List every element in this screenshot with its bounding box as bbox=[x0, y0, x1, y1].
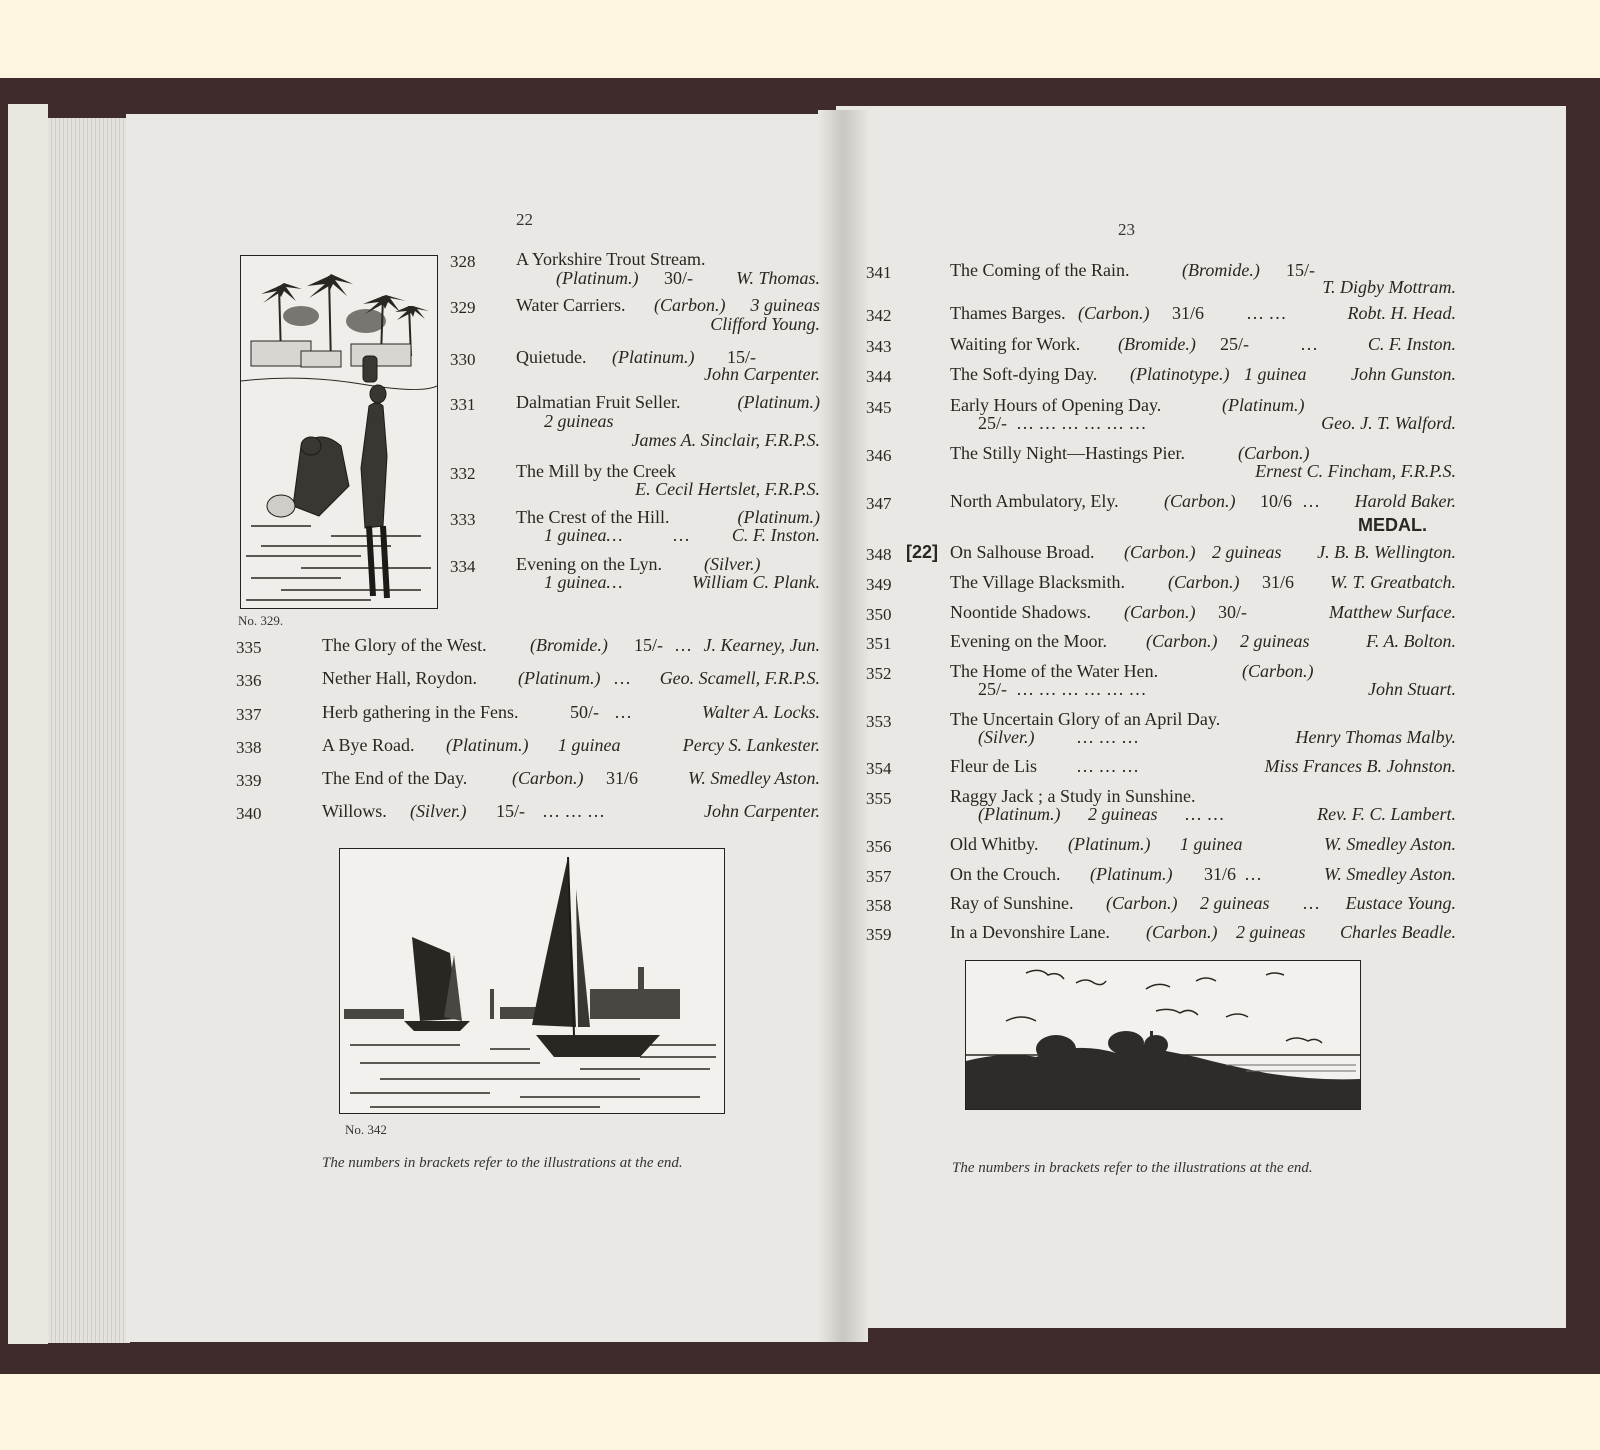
page-stack-edge bbox=[48, 118, 130, 1343]
list-item: 352 The Home of the Water Hen. (Carbon.) 25/- … … … … … … John Stuart. bbox=[866, 661, 1456, 699]
list-item: 350 Noontide Shadows. (Carbon.) 30/- Matthew Surface. bbox=[866, 602, 1456, 624]
illustration-water-carriers bbox=[240, 255, 438, 609]
illustration-ref-badge: [22] bbox=[906, 542, 939, 562]
illustration-landscape bbox=[965, 960, 1361, 1110]
list-item: 337 Herb gathering in the Fens. 50/- … Walter A. Locks. bbox=[236, 702, 820, 724]
list-item: 347 North Ambulatory, Ely. (Carbon.) 10/6 … Harold Baker. bbox=[866, 491, 1456, 513]
right-page-footnote: The numbers in brackets refer to the illustrations at the end. bbox=[952, 1160, 1313, 1176]
list-item: 333 The Crest of the Hill. (Platinum.) 1 guinea… … C. F. Inston. bbox=[450, 507, 820, 545]
list-item: 345 Early Hours of Opening Day. (Platinum.) 25/- … … … … … … Geo. J. T. Walford. bbox=[866, 395, 1456, 433]
list-item: 344 The Soft-dying Day. (Platinotype.) 1 guinea John Gunston. bbox=[866, 364, 1456, 386]
list-item: 334 Evening on the Lyn. (Silver.) 1 guinea… William C. Plank. bbox=[450, 554, 820, 592]
list-item: 349 The Village Blacksmith. (Carbon.) 31/6 W. T. Greatbatch. bbox=[866, 572, 1456, 594]
list-item: 353 The Uncertain Glory of an April Day. (Silver.) … … … Henry Thomas Malby. bbox=[866, 709, 1456, 747]
book-gutter bbox=[818, 110, 868, 1342]
list-item: 354 Fleur de Lis … … … Miss Frances B. Johnston. bbox=[866, 756, 1456, 778]
list-item: 358 Ray of Sunshine. (Carbon.) 2 guineas … Eustace Young. bbox=[866, 893, 1456, 915]
list-item: 346 The Stilly Night—Hastings Pier. (Carbon.) Ernest C. Fincham, F.R.P.S. bbox=[866, 443, 1456, 481]
medal-label: MEDAL. bbox=[1358, 515, 1427, 535]
figure-label-329: No. 329. bbox=[238, 613, 284, 628]
list-item: 332 The Mill by the Creek E. Cecil Hertslet, F.R.P.S. bbox=[450, 461, 820, 499]
list-item: 342 Thames Barges. (Carbon.) 31/6 … … Robt. H. Head. bbox=[866, 303, 1456, 325]
right-page-number: 23 bbox=[1118, 220, 1135, 239]
left-page-footnote: The numbers in brackets refer to the illustrations at the end. bbox=[322, 1155, 683, 1171]
list-item: 339 The End of the Day. (Carbon.) 31/6 W. Smedley Aston. bbox=[236, 768, 820, 790]
illustration-thames-barges bbox=[339, 848, 725, 1114]
figure-label-342: No. 342 bbox=[345, 1122, 387, 1137]
list-item: 331 Dalmatian Fruit Seller. (Platinum.) 2 guineas James A. Sinclair, F.R.P.S. bbox=[450, 392, 820, 450]
list-item: 357 On the Crouch. (Platinum.) 31/6 … W. Smedley Aston. bbox=[866, 864, 1456, 886]
list-item: 348 [22] On Salhouse Broad. (Carbon.) 2 guineas J. B. B. Wellington. bbox=[866, 542, 1456, 564]
list-item: 351 Evening on the Moor. (Carbon.) 2 guineas F. A. Bolton. bbox=[866, 631, 1456, 653]
list-item: 338 A Bye Road. (Platinum.) 1 guinea Percy S. Lankester. bbox=[236, 735, 820, 757]
inside-cover-flap bbox=[8, 104, 48, 1344]
list-item: 359 In a Devonshire Lane. (Carbon.) 2 guineas Charles Beadle. bbox=[866, 922, 1456, 944]
list-item: 335 The Glory of the West. (Bromide.) 15/- … J. Kearney, Jun. bbox=[236, 635, 820, 657]
list-item: 341 The Coming of the Rain. (Bromide.) 15/- T. Digby Mottram. bbox=[866, 260, 1456, 297]
list-item: 356 Old Whitby. (Platinum.) 1 guinea W. Smedley Aston. bbox=[866, 834, 1456, 856]
list-item: 343 Waiting for Work. (Bromide.) 25/- … C. F. Inston. bbox=[866, 334, 1456, 356]
list-item: 355 Raggy Jack ; a Study in Sunshine. (Platinum.) 2 guineas … … Rev. F. C. Lambert. bbox=[866, 786, 1456, 824]
list-item: 329 Water Carriers. (Carbon.) 3 guineas Clifford Young. bbox=[450, 295, 820, 334]
list-item: 336 Nether Hall, Roydon. (Platinum.) … Geo. Scamell, F.R.P.S. bbox=[236, 668, 820, 690]
list-item: 328 A Yorkshire Trout Stream. (Platinum.) 30/- W. Thomas. bbox=[450, 249, 820, 288]
list-item: 340 Willows. (Silver.) 15/- … … … John Carpenter. bbox=[236, 801, 820, 823]
left-page-number: 22 bbox=[516, 210, 533, 229]
list-item: 330 Quietude. (Platinum.) 15/- John Carpenter. bbox=[450, 347, 820, 384]
